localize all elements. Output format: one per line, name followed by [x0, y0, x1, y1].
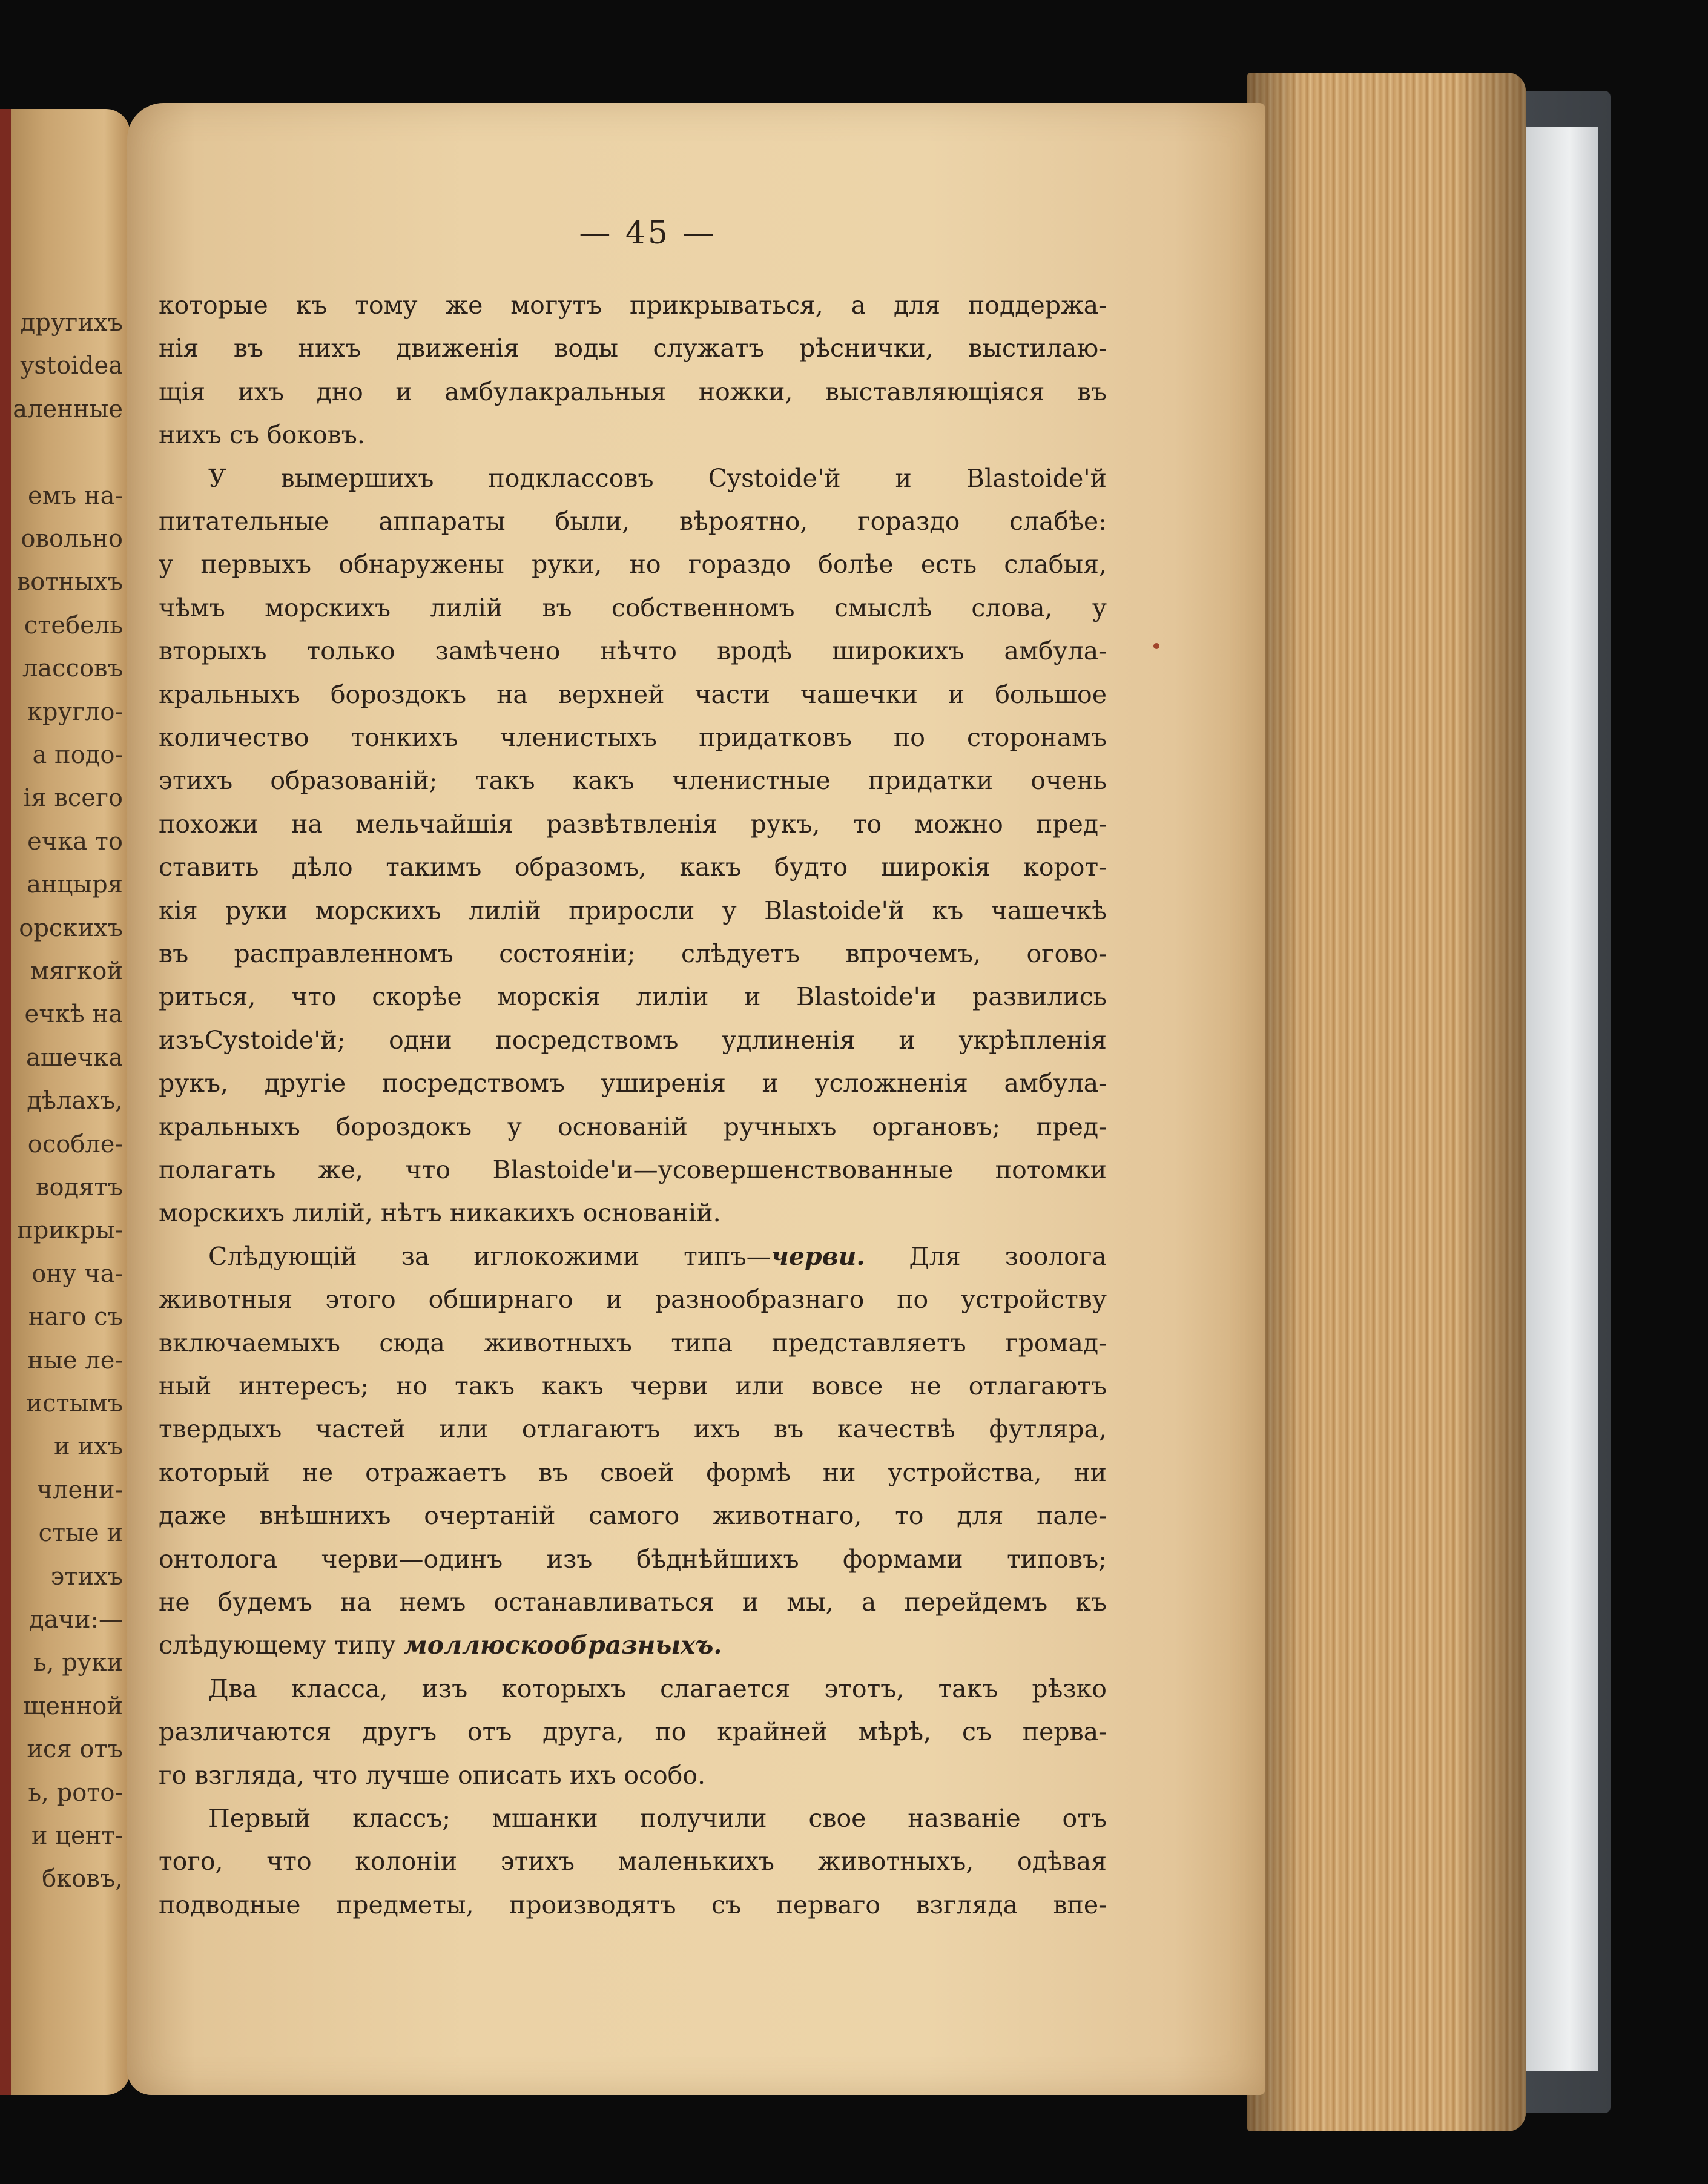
previous-page-line: аленные — [13, 395, 123, 423]
previous-page-line: щенной — [23, 1692, 123, 1720]
text-line-content: въ расправленномъ состояніи; слѣдуетъ впрочемъ, огово- — [159, 939, 1107, 968]
text-line — [159, 1107, 1107, 1146]
text-line-content: которые къ тому же могутъ прикрываться, а для поддержа- — [159, 291, 1107, 320]
previous-page-line: и цент- — [31, 1822, 123, 1850]
text-line-content: слѣдующему типу — [159, 1631, 404, 1660]
text-line — [159, 1064, 1107, 1103]
emphasized-term: моллюскообразныхъ. — [403, 1631, 722, 1660]
previous-page-line: а подо- — [32, 741, 123, 769]
previous-page-line: особле- — [27, 1130, 123, 1158]
text-line — [159, 675, 1107, 714]
text-line — [159, 1842, 1107, 1881]
previous-page-line: ечкѣ на — [24, 1000, 123, 1029]
text-line-content: количество тонкихъ членистыхъ придатковъ по сторонамъ — [159, 723, 1107, 752]
previous-page-line: дачи:— — [28, 1606, 123, 1634]
previous-page-line: члени- — [36, 1476, 123, 1504]
text-line-content: рукъ, другіе посредствомъ уширенія и усложненія амбула- — [159, 1069, 1107, 1098]
text-line-content: вторыхъ только замѣчено нѣчто вродѣ широкихъ амбула- — [159, 636, 1107, 666]
text-line-content: ный интересъ; но такъ какъ черви или вовсе не отлагаютъ — [159, 1371, 1107, 1400]
ink-speck — [1153, 643, 1159, 649]
text-line — [159, 286, 1107, 325]
text-line-content: ставить дѣло такимъ образомъ, какъ будто широкія корот- — [159, 853, 1107, 882]
text-line — [159, 934, 1107, 973]
previous-page-line: ные ле- — [27, 1346, 123, 1374]
text-line-content: риться, что скорѣе морскія лиліи и Blastoide'и развились — [159, 982, 1107, 1012]
text-line — [159, 1150, 1107, 1189]
previous-page-line: вотныхъ — [16, 568, 123, 596]
cover-paper-strip — [1526, 127, 1598, 2071]
text-line — [159, 329, 1107, 368]
text-line-content: того, что колоніи этихъ маленькихъ животныхъ, одѣвая — [159, 1847, 1107, 1876]
text-line — [159, 632, 1107, 670]
text-line-content: питательные аппараты были, вѣроятно, гораздо слабѣе: — [159, 507, 1107, 536]
previous-page-line: ечка то — [27, 827, 123, 856]
previous-page-line: стебель — [24, 611, 123, 639]
text-line-content: кральныхъ бороздокъ на верхней части чашечки и большое — [159, 679, 1107, 709]
previous-page-line: этихъ — [50, 1562, 123, 1591]
text-line — [159, 891, 1107, 930]
previous-page-line: ь, руки — [33, 1649, 123, 1677]
previous-page-line: прикры- — [17, 1216, 123, 1245]
previous-page-line: ашечка — [26, 1043, 123, 1072]
previous-page-line: ія всего — [23, 784, 123, 813]
previous-page-line: кругло- — [27, 698, 123, 726]
text-line-content: Два класса, изъ которыхъ слагается этотъ, такъ рѣзко — [208, 1674, 1107, 1703]
text-line — [159, 1021, 1107, 1060]
text-line — [159, 415, 1107, 454]
text-line — [159, 1367, 1107, 1405]
text-line — [159, 1324, 1107, 1362]
text-line-content: кія руки морскихъ лилій приросли у Blastoide'й къ чашечкѣ — [159, 896, 1107, 925]
text-line-content: Первый классъ; мшанки получили свое названіе отъ — [208, 1804, 1107, 1833]
text-line — [159, 1280, 1107, 1319]
text-line — [159, 1799, 1107, 1838]
text-line — [159, 1237, 1107, 1276]
text-line-content: включаемыхъ сюда животныхъ типа представляетъ громад- — [159, 1328, 1107, 1358]
text-line — [159, 1885, 1107, 1924]
text-line — [159, 1540, 1107, 1579]
text-line-content: чѣмъ морскихъ лилій въ собственномъ смыслѣ слова, у — [159, 593, 1107, 622]
text-line — [159, 459, 1107, 498]
text-line — [159, 848, 1107, 886]
text-line-content: го взгляда, что лучше описать ихъ особо. — [159, 1760, 706, 1790]
previous-page — [0, 109, 130, 2095]
previous-page-line: дѣлахъ, — [27, 1087, 123, 1115]
text-line — [159, 1453, 1107, 1492]
previous-page-line: овольно — [21, 525, 123, 553]
text-line-content: онтолога черви—одинъ изъ бѣднѣйшихъ формами типовъ; — [159, 1544, 1107, 1574]
text-line — [159, 1193, 1107, 1232]
previous-page-red-edge — [0, 109, 11, 2095]
text-line — [159, 1496, 1107, 1535]
text-line-content: похожи на мельчайшія развѣтвленія рукъ, то можно пред- — [159, 809, 1107, 839]
previous-page-line: другихъ — [20, 309, 123, 337]
page-number: — 45 — — [579, 215, 717, 251]
text-line-content: подводные предметы, производятъ съ перваго взгляда впе- — [159, 1890, 1107, 1919]
previous-page-line: ону ча- — [31, 1259, 123, 1288]
text-line-content: не будемъ на немъ останавливаться и мы, а перейдемъ къ — [159, 1588, 1107, 1617]
text-line — [159, 372, 1107, 411]
text-line-content: у первыхъ обнаружены руки, но гораздо болѣе есть слабыя, — [159, 550, 1107, 579]
text-line-content: нихъ съ боковъ. — [159, 420, 365, 450]
text-line — [159, 718, 1107, 757]
previous-page-line: анцыря — [27, 871, 123, 899]
text-line-content: У вымершихъ подклассовъ Cystoide'й и Blastoide'й — [208, 463, 1107, 493]
text-line-content: даже внѣшнихъ очертаній самого животнаго, то для пале- — [159, 1501, 1107, 1531]
text-line — [159, 1583, 1107, 1622]
previous-page-line: стые и — [38, 1519, 123, 1548]
text-line-content: кральныхъ бороздокъ у основаній ручныхъ органовъ; пред- — [159, 1112, 1107, 1141]
text-line-content: щія ихъ дно и амбулакральныя ножки, выставляющіяся въ — [159, 377, 1107, 406]
text-line — [159, 589, 1107, 627]
text-line-content: животныя этого обширнаго и разнообразнаго по устройству — [159, 1285, 1107, 1315]
previous-page-line: мягкой — [30, 957, 123, 985]
previous-page-line: орскихъ — [19, 914, 123, 942]
text-line-content: нія въ нихъ движенія воды служатъ рѣснички, выстилаю- — [159, 334, 1107, 363]
text-line — [159, 977, 1107, 1016]
previous-page-line: лассовъ — [22, 655, 123, 683]
emphasized-term: черви. — [771, 1241, 865, 1271]
previous-page-line: ися отъ — [27, 1735, 123, 1764]
previous-page-line: бковъ, — [42, 1865, 123, 1893]
previous-page-line: емъ на- — [28, 481, 123, 510]
text-line-tail: Для зоолога — [865, 1241, 1107, 1271]
text-line-content: морскихъ лилій, нѣтъ никакихъ основаній. — [159, 1198, 721, 1228]
previous-page-line: истымъ — [26, 1390, 123, 1417]
text-line — [159, 545, 1107, 584]
text-line — [159, 1669, 1107, 1708]
text-line-content: твердыхъ частей или отлагаютъ ихъ въ качествѣ футляра, — [159, 1414, 1107, 1444]
text-line-content: изъCystoide'й; одни посредствомъ удлиненія и укрѣпленія — [159, 1025, 1107, 1055]
previous-page-line: наго съ — [28, 1303, 123, 1331]
text-line — [159, 1410, 1107, 1448]
text-line — [159, 1712, 1107, 1751]
previous-page-line: ystoidea — [20, 352, 123, 380]
text-line-content: Слѣдующій за иглокожими типъ— — [208, 1241, 771, 1271]
text-line-content: этихъ образованій; такъ какъ членистные придатки очень — [159, 766, 1107, 796]
text-line — [159, 502, 1107, 541]
text-line-content: который не отражаетъ въ своей формѣ ни устройства, ни — [159, 1457, 1107, 1487]
text-line-content: полагать же, что Blastoide'и—усовершенствованные потомки — [159, 1155, 1107, 1184]
page-block-shadow — [1247, 73, 1526, 2131]
text-line-content: различаются другъ отъ друга, по крайней мѣрѣ, съ перва- — [159, 1717, 1107, 1747]
text-line — [159, 805, 1107, 843]
text-line — [159, 1756, 1107, 1795]
previous-page-line: ь, рото- — [28, 1778, 123, 1807]
page — [127, 103, 1265, 2095]
previous-page-line: водятъ — [35, 1173, 123, 1201]
text-line — [159, 761, 1107, 800]
text-line — [159, 1626, 1107, 1664]
previous-page-line: и ихъ — [53, 1433, 123, 1461]
